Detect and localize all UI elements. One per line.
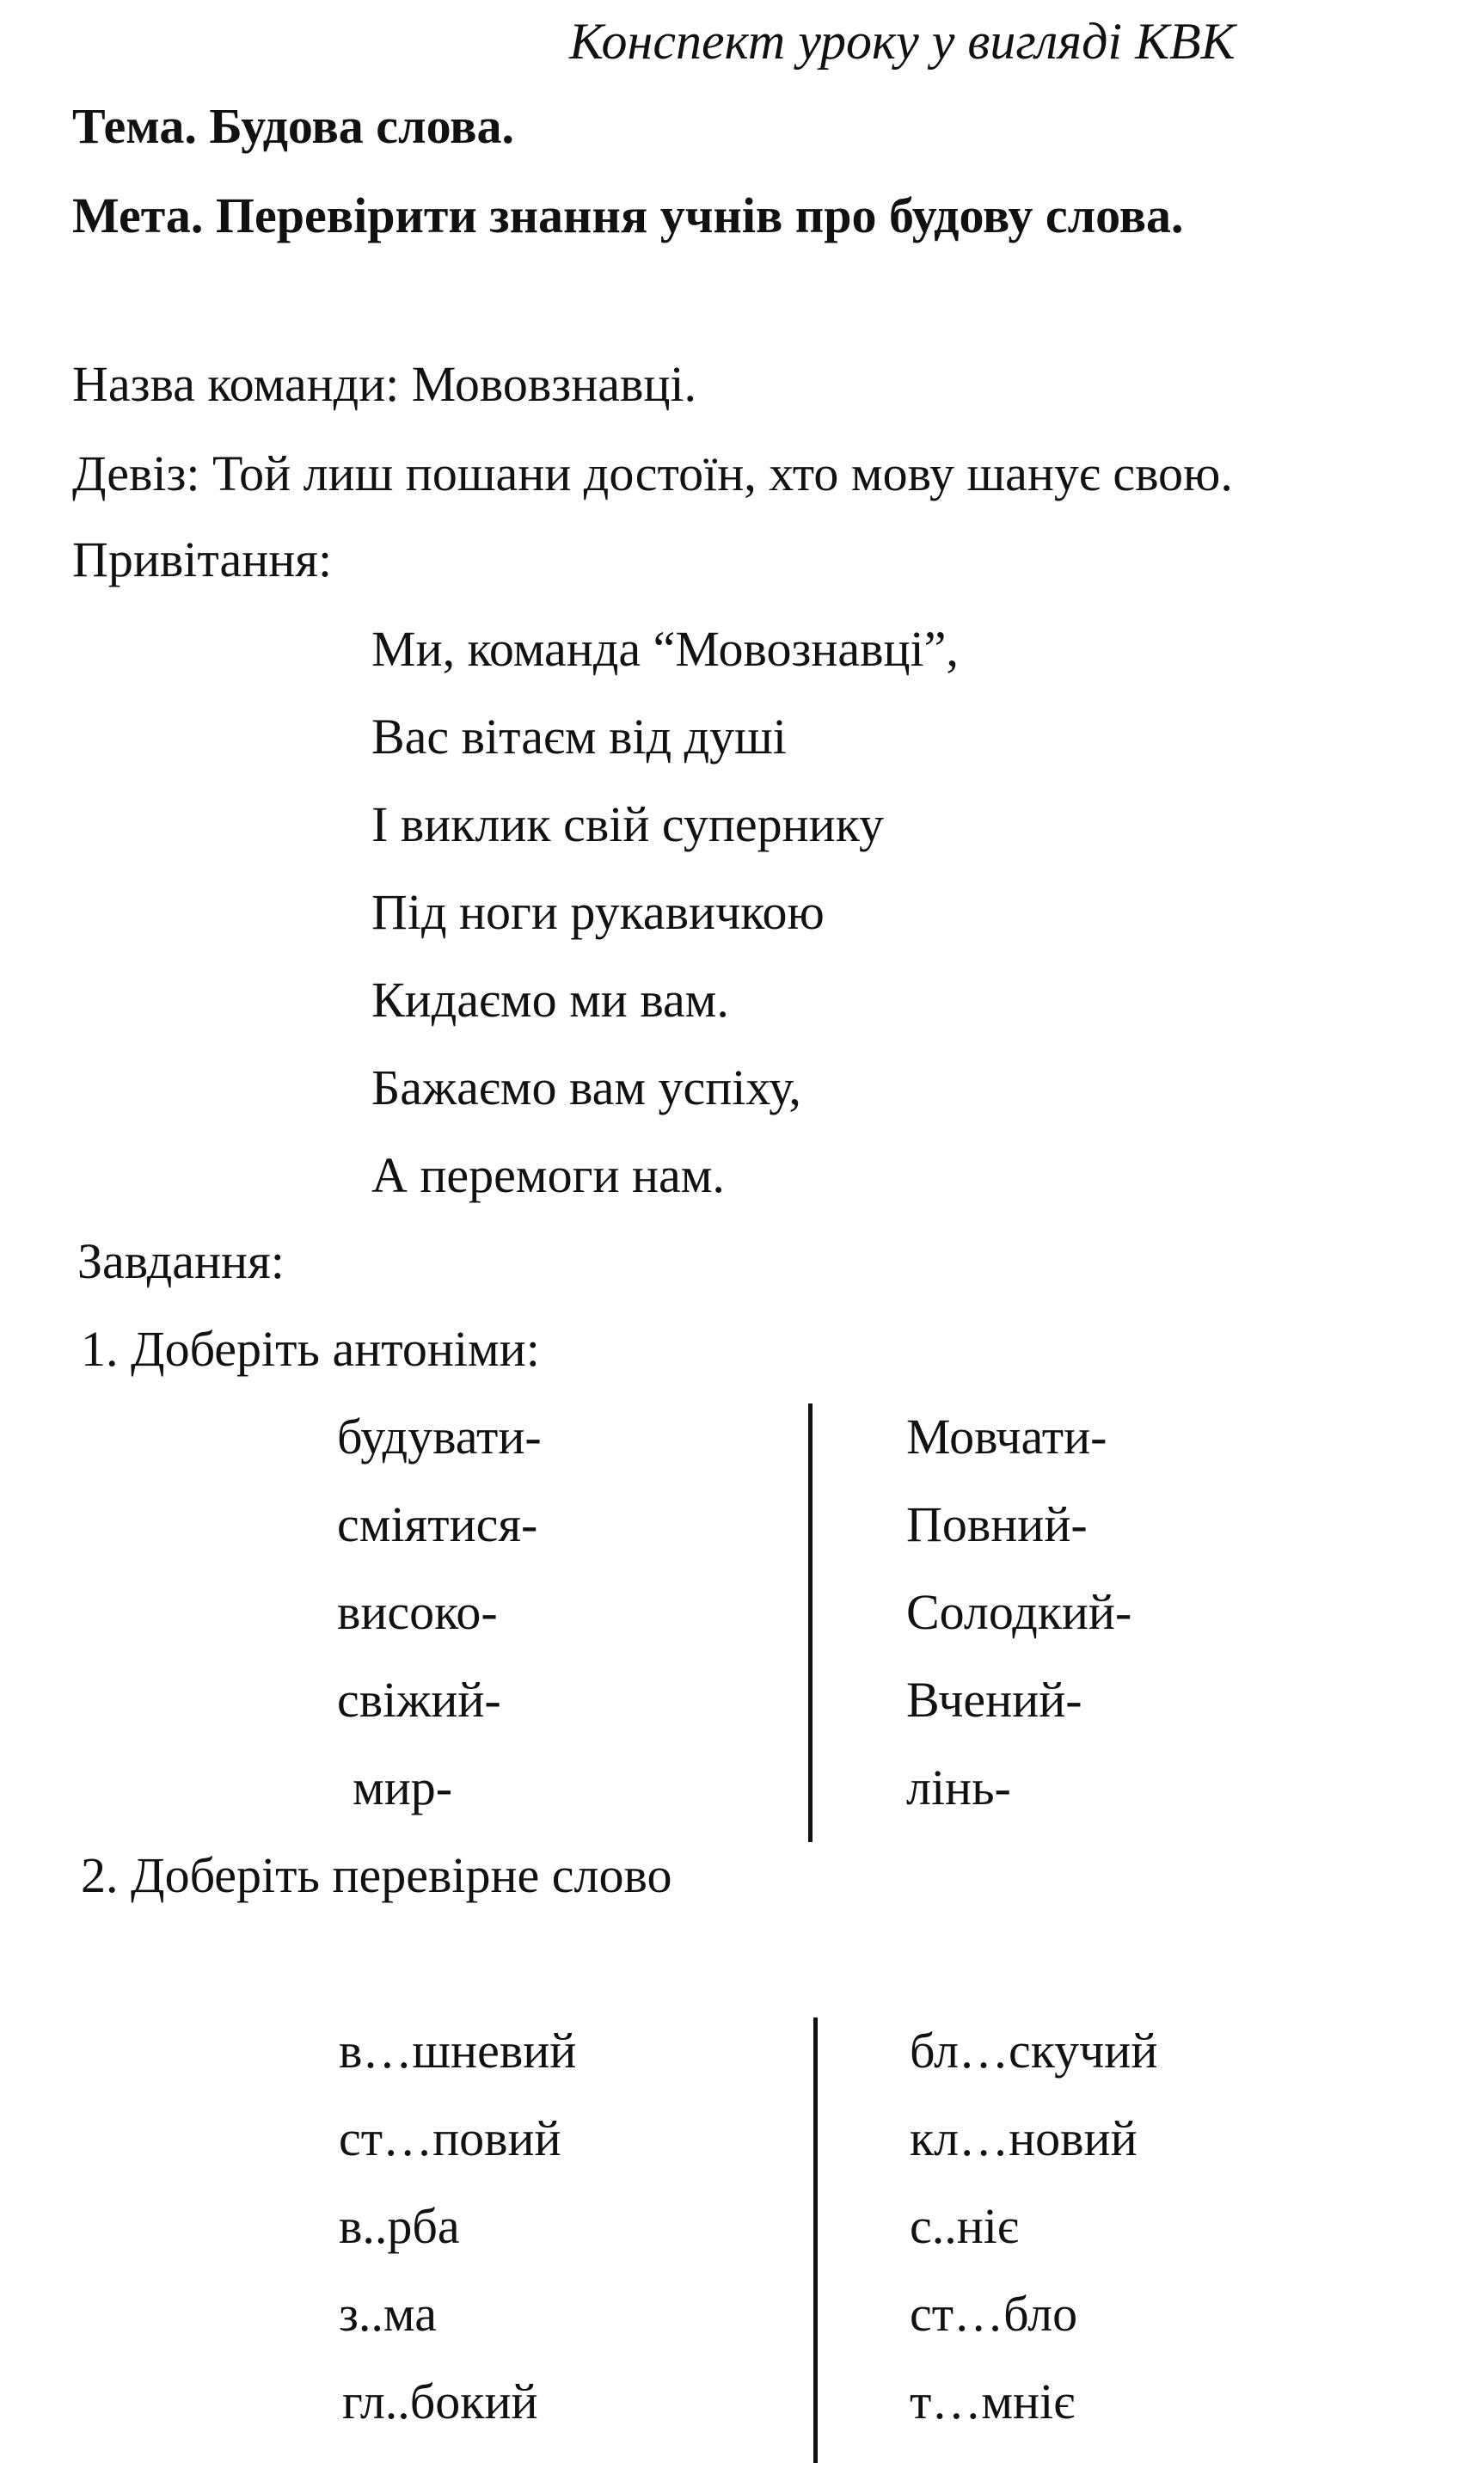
- poem-line: Кидаємо ми вам.: [371, 972, 729, 1028]
- poem-line: Вас вітаєм від душі: [371, 709, 787, 765]
- task1-right-word: Мовчати-: [906, 1409, 1107, 1465]
- task2-right-word: кл…новий: [910, 2110, 1138, 2166]
- task1-left-word: високо-: [337, 1584, 498, 1640]
- document-subtitle: Конспект уроку у вигляді КВК: [569, 13, 1236, 70]
- task1-left-word: мир-: [353, 1760, 453, 1815]
- task2-right-word: т…мніє: [910, 2374, 1076, 2429]
- task1-column-divider: [808, 1403, 813, 1842]
- poem-line: Бажаємо вам успіху,: [371, 1059, 801, 1115]
- task2-left-word: з..ма: [339, 2286, 437, 2342]
- task2-right-word: бл…скучий: [910, 2023, 1158, 2079]
- task2-left-word: в..рба: [339, 2198, 460, 2254]
- task2-title: 2. Доберіть перевірне слово: [81, 1847, 672, 1903]
- task1-right-word: Вчений-: [906, 1672, 1082, 1728]
- task1-left-word: будувати-: [337, 1409, 542, 1465]
- tasks-label: Завдання:: [77, 1233, 285, 1289]
- poem-line: А перемоги нам.: [371, 1147, 725, 1203]
- task2-left-word: в…шневий: [339, 2023, 577, 2079]
- team-name-line: Назва команди: Мововзнавці.: [72, 356, 697, 412]
- motto-line: Девіз: Той лиш пошани достоїн, хто мову шанує свою.: [72, 445, 1233, 501]
- poem-line: І виклик свій супернику: [371, 796, 885, 852]
- task2-right-word: ст…бло: [910, 2286, 1078, 2342]
- poem-line: Під ноги рукавичкою: [371, 884, 825, 940]
- topic-heading: Тема. Будова слова.: [72, 98, 514, 154]
- task1-right-word: Повний-: [906, 1496, 1088, 1552]
- poem-line: Ми, команда “Мовознавці”,: [371, 621, 959, 677]
- goal-heading: Мета. Перевірити знання учнів про будову слова.: [72, 187, 1184, 243]
- task2-left-word: ст…повий: [339, 2110, 561, 2166]
- greeting-label: Привітання:: [72, 531, 333, 587]
- task2-column-divider: [813, 2017, 818, 2463]
- task1-right-word: Солодкий-: [906, 1584, 1132, 1640]
- task2-right-word: с..ніє: [910, 2198, 1019, 2254]
- task1-title: 1. Доберіть антоніми:: [81, 1321, 540, 1377]
- task1-left-word: сміятися-: [337, 1496, 538, 1552]
- task2-left-word: гл..бокий: [342, 2374, 538, 2429]
- task1-right-word: лінь-: [906, 1760, 1011, 1815]
- task1-left-word: свіжий-: [337, 1672, 501, 1728]
